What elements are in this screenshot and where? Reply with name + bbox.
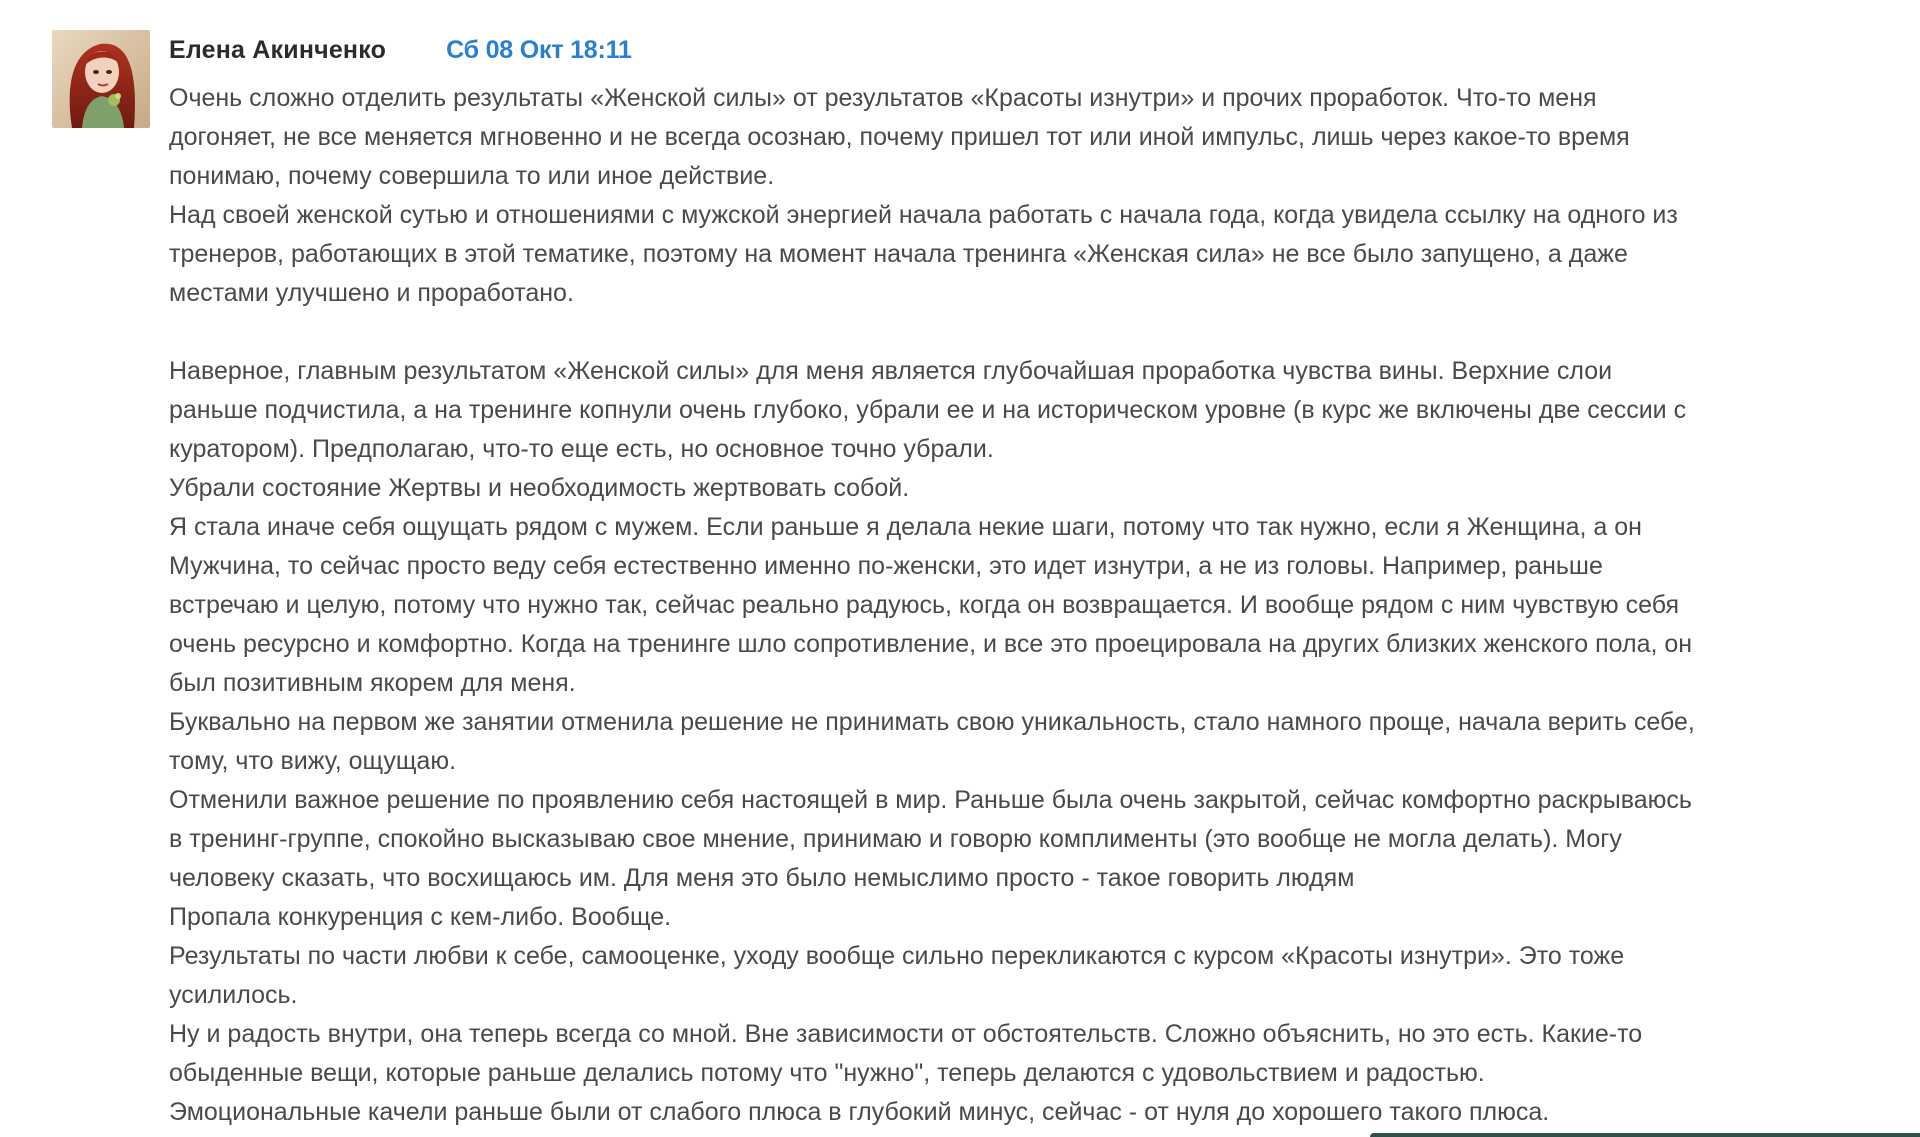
- comment-paragraph: Ну и радость внутри, она теперь всегда со мной. Вне зависимости от обстоятельств. Сложно объяснить, но это есть. Какие-то обыденные вещи, которые раньше делались потому что "нужно", теперь делаются с удовольствием и радостью.: [169, 1020, 1643, 1087]
- comment-body: [169, 79, 1699, 1132]
- comment-paragraph: Очень сложно отделить результаты «Женской силы» от результатов «Красоты изнутри» и прочих проработок. Что-то меня догоняет, не все меняется мгновенно и не всегда осознаю, почему пришел тот или иной импульс, лишь через какое-то время понимаю, почему совершила то или иное действие.: [169, 84, 1630, 190]
- comment-paragraph: Результаты по части любви к себе, самооценке, уходу вообще сильно перекликаются с курсом «Красоты изнутри». Это тоже усилилось.: [169, 942, 1625, 1009]
- comment-paragraph: Пропала конкуренция с кем-либо. Вообще.: [169, 903, 672, 931]
- comment-paragraph: Наверное, главным результатом «Женской силы» для меня является глубочайшая проработка чувства вины. Верхние слои раньше подчистила, а на тренинге копнули очень глубоко, убрали ее и на историческом уровне (в курс же включены две сессии с куратором). Предполагаю, что-то еще есть, но основное точно убрали.: [169, 357, 1687, 463]
- avatar[interactable]: [52, 30, 150, 128]
- paragraph-spacer: [169, 313, 1699, 352]
- comment-paragraph: Над своей женской сутью и отношениями с мужской энергией начала работать с начала года, когда увидела ссылку на одного из тренеров, работающих в этой тематике, поэтому на момент начала тренинга «Женская сила» не все было запущено, а даже местами улучшено и проработано.: [169, 201, 1678, 307]
- bottom-divider: [1370, 1133, 1920, 1137]
- author-name[interactable]: Елена Акинченко: [169, 35, 387, 64]
- comment-paragraph: Буквально на первом же занятии отменила решение не принимать свою уникальность, стало намного проще, начала верить себе, тому, что вижу, ощущаю.: [169, 708, 1695, 775]
- comment-header: [169, 30, 632, 70]
- comment-paragraph: Убрали состояние Жертвы и необходимость жертвовать собой.: [169, 474, 910, 502]
- comment-paragraph: Отменили важное решение по проявлению себя настоящей в мир. Раньше была очень закрытой, сейчас комфортно раскрываюсь в тренинг-группе, спокойно высказываю свое мнение, принимаю и говорю комплименты (это вообще не могла делать). Могу человеку сказать, что восхищаюсь им. Для меня это было немыслимо просто - такое говорить людям: [169, 786, 1692, 892]
- comment-date-link[interactable]: Сб 08 Окт 18:11: [446, 35, 632, 64]
- comment-paragraph: Эмоциональные качели раньше были от слабого плюса в глубокий минус, сейчас - от нуля до хорошего такого плюса.: [169, 1098, 1550, 1126]
- comment-paragraph: Я стала иначе себя ощущать рядом с мужем. Если раньше я делала некие шаги, потому что так нужно, если я Женщина, а он Мужчина, то сейчас просто веду себя естественно именно по-женски, это идет изнутри, а не из головы. Например, раньше встречаю и целую, потому что нужно так, сейчас реально радуюсь, когда он возвращается. И вообще рядом с ним чувствую себя очень ресурсно и комфортно. Когда на тренинге шло сопротивление, и все это проецировала на других близких женского пола, он был позитивным якорем для меня.: [169, 513, 1693, 697]
